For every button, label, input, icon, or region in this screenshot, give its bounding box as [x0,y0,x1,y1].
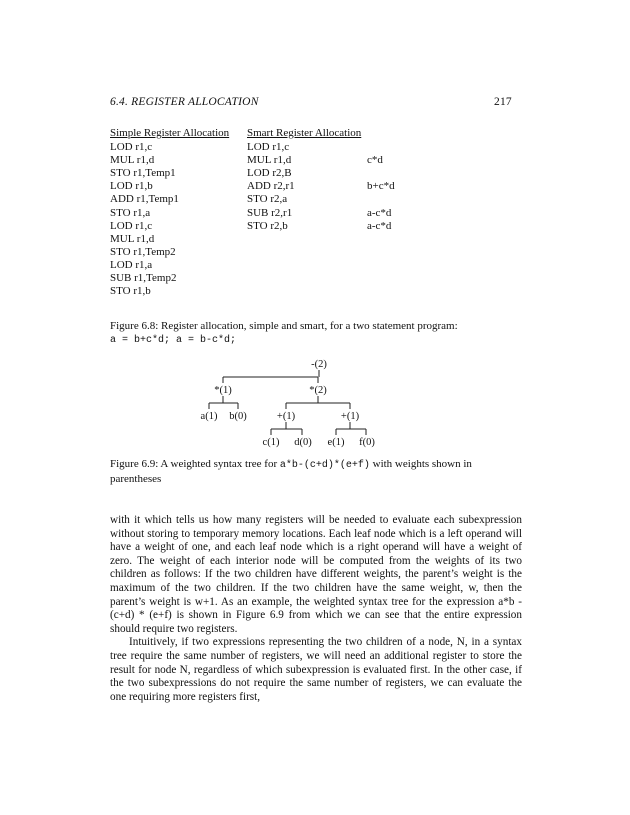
smart-code: STO r2,a [247,193,288,206]
simple-code-line: LOD r1,b [110,180,153,193]
smart-code-comment: a-c*d [367,219,392,232]
smart-allocation-heading: Smart Register Allocation [247,127,362,139]
smart-code: SUB r2,r1 [247,206,293,219]
tree-leaf-f: f(0) [359,437,375,448]
smart-code: LOD r2,B [247,167,292,180]
simple-code-line: LOD r1,a [110,258,153,271]
tree-leaf-c: c(1) [262,437,280,448]
tree-node-plus-right: +(1) [340,411,360,422]
figure-6-8-code: a = b+c*d; a = b-c*d; [110,334,237,346]
tree-node-left-multiply: *(1) [214,385,232,396]
body-paragraph-2: Intuitively, if two expressions representing the two children of a node, N, in a syntax tree require the same number of registers, we will need an additional register to store the result for node N, regardless of which subexpression is evaluated first. In the other case, if the two subexpressions do not require the same number of registers, we can evaluate the one requiring more registers first, [110,636,522,703]
smart-code-line [247,207,467,220]
tree-leaf-a: a(1) [200,411,218,422]
simple-code-line: STO r1,a [110,206,151,219]
smart-code: LOD r1,c [247,141,290,154]
smart-allocation-listing [247,127,467,233]
figure-6-9-code: a*b-(c+d)*(e+f) [279,460,370,471]
smart-code-line [247,154,467,167]
smart-code-line [247,180,467,193]
tree-edges [209,370,366,435]
simple-code-line: LOD r1,c [110,141,153,154]
tree-node-right-multiply: *(2) [309,385,327,396]
tree-leaf-d: d(0) [294,437,312,448]
smart-code-comment: a-c*d [367,206,392,219]
figure-6-9-caption [110,458,522,486]
smart-code: MUL r1,d [247,154,292,167]
simple-allocation-heading: Simple Register Allocation [110,127,230,139]
body-text [110,514,522,704]
tree-node-root: -(2) [311,359,327,370]
figure-6-8-text: Figure 6.8: Register allocation, simple and smart, for a two statement program: [110,320,458,332]
smart-code-line [247,193,467,206]
smart-code: ADD r2,r1 [247,180,295,193]
simple-code-line: LOD r1,c [110,219,153,232]
tree-leaf-b: b(0) [229,411,247,422]
simple-allocation-listing [110,127,229,298]
figure-6-9-text: Figure 6.9: A weighted syntax tree for [110,458,280,470]
simple-code-line: STO r1,b [110,285,151,298]
smart-code-line [247,220,467,233]
smart-code-comment: c*d [367,154,383,167]
figure-6-9-text-end: with weights shown in parentheses [110,458,472,485]
smart-code-comment: b+c*d [367,180,395,193]
page-number: 217 [494,96,512,108]
smart-code: STO r2,b [247,219,288,232]
tree-node-plus-left: +(1) [276,411,296,422]
simple-code-line: SUB r1,Temp2 [110,272,177,285]
simple-code-line: MUL r1,d [110,154,155,167]
tree-leaf-e: e(1) [327,437,345,448]
running-header: 6.4. REGISTER ALLOCATION [110,96,259,108]
simple-code-line: MUL r1,d [110,232,155,245]
figure-6-8-caption [110,320,522,347]
simple-code-line: STO r1,Temp1 [110,167,176,180]
smart-code-line [247,141,467,154]
simple-code-line: ADD r1,Temp1 [110,193,179,206]
body-paragraph-1: with it which tells us how many registers will be needed to evaluate each subexpression without storing to temporary memory locations. Each leaf node which is a left operand will have a weight of one, and each leaf node which is a right operand will have a weight of zero. The weight of each interior node will be computed from the weights of its two children as follows: If the two children have different weights, the parent’s weight is the maximum of the two children. If the two children have the same weight, w, then the parent’s weight is w+1. As an example, the weighted syntax tree for the expression a*b - (c+d) * (e+f) is shown in Figure 6.9 from which we can see that the entire expression should require two registers. [110,514,522,635]
simple-code-line: STO r1,Temp2 [110,245,176,258]
smart-code-line [247,167,467,180]
